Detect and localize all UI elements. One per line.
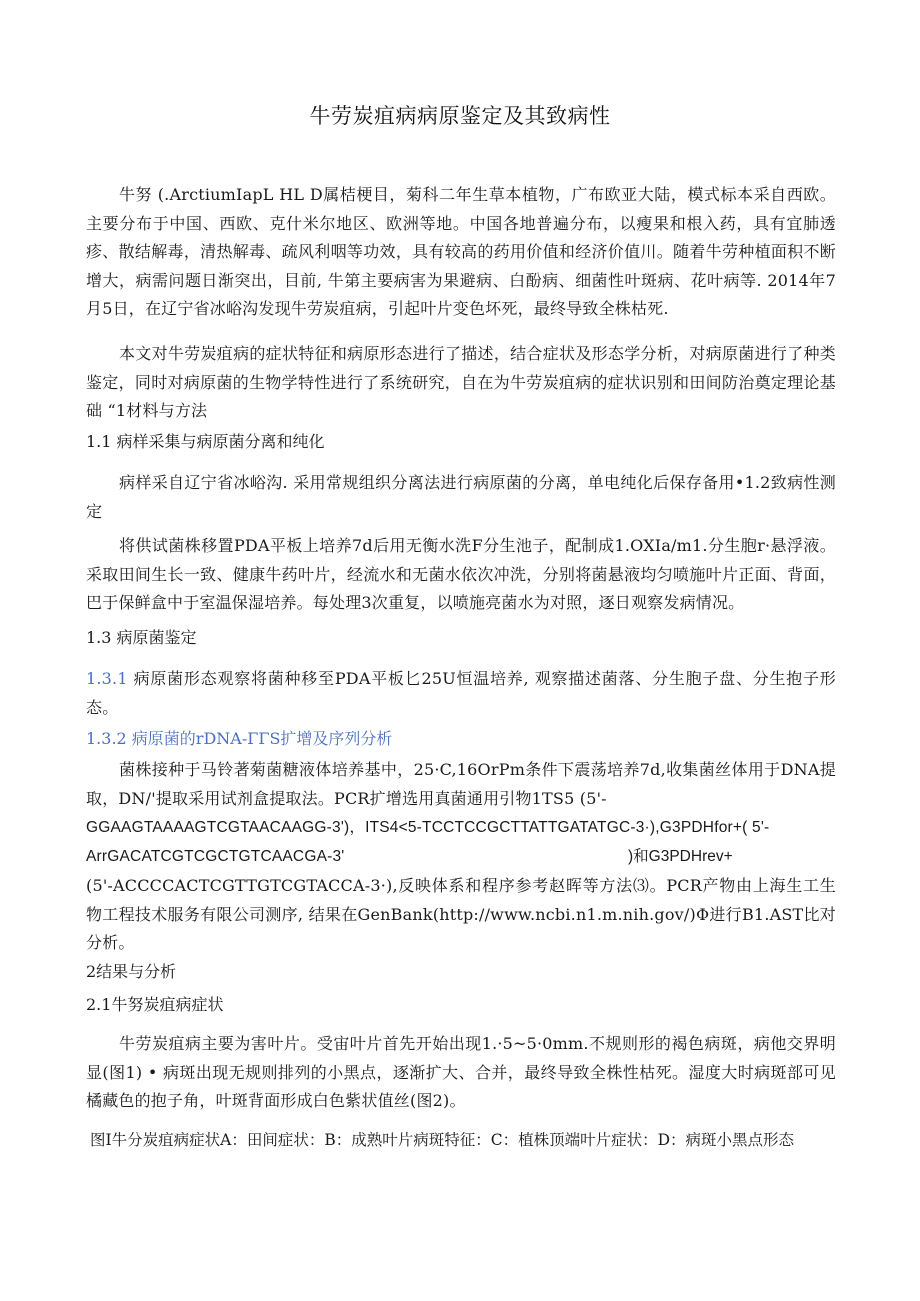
section-number-1-3-1: 1.3.1 — [86, 669, 128, 688]
paragraph-1-3-2-d: (5'-ACCCCACTCGTTGTCGTACCA-3·),反映体系和程序参考赵晖等方法⑶。PCR产物由上海生工生物工程技术服务有限公司测序, 结果在GenBank(http://www.ncbi.n1.m.nih.gov/)Φ进行B1.AST比对分析。 — [86, 876, 836, 953]
primer-g3pdhfor-sequence: ArrGACATCGTCGCTGTCAACGA-3' — [86, 848, 345, 865]
section-heading-2-1: 2.1牛努炭疽病症状 — [86, 995, 224, 1014]
intro-paragraph-2: 本文对牛劳炭疽病的症状特征和病原形态进行了描述，结合症状及形态学分析，对病原菌进行了种类鉴定，同时对病原菌的生物学特性进行了系统研究，自在为牛劳炭疽病的症状识别和田间防治奠定理论基础 “1材料与方法 — [86, 344, 836, 421]
section-heading-1-3-2: 1.3.2 病原菌的rDNA-ΓΓS扩增及序列分析 — [86, 729, 393, 748]
paragraph-1-3-2-b: GGAAGTAAAAGTCGTAACAAGG-3')，ITS4<5-TCCTCCGCTTATTGATATGC-3·),G3PDHfor+( 5'- — [86, 819, 770, 836]
page-title: 牛劳炭疽病病原鉴定及其致病性 — [309, 104, 611, 128]
paragraph-1-1: 病样采自辽宁省冰峪沟. 采用常规组织分离法进行病原菌的分离，单电纯化后保存备用•1.2致病性测定 — [86, 473, 836, 521]
paragraph-1-2: 将供试菌株移置PDA平板上培养7d后用无衡水洗F分生池子，配制成1.OXIa∕m1.分生胞r·悬浮液。采取田间生长一致、健康牛药叶片，经流水和无菌水依次冲洗，分别将菌悬液均匀喷施叶片正面、背面，巴于保鲜盒中于室温保湿培养。每处理3次重复，以喷施亮菌水为对照，逐日观察发病情况。 — [86, 536, 836, 613]
paragraph-2-1: 牛劳炭疽病主要为害叶片。受宙叶片首先开始出现1.·5~5·0mm.不规则形的褐色病斑，病他交界明显(图1) • 病斑出现无规则排列的小黑点，逐渐扩大、合并，最终导致全株性枯死。湿度大时病斑部可见橘藏色的抱子角，叶斑背面形成白色紫状值丝(图2)。 — [86, 1034, 836, 1111]
intro-paragraph-1: 牛努 (.ArctiumIapL HL D属桔梗目，菊科二年生草本植物，广布欧亚大陆，模式标本采自西欧。主要分布于中国、西欧、克什米尔地区、欧洲等地。中国各地普遍分布，以瘦果和根入药，具有宜肺透疹、散结解毒，清热解毒、疏风利咽等功效，具有较高的药用价值和经济价值川。随着牛劳种植面积不断增大，病需问题日渐突出，目前, 牛第主要病害为果避病、白酚病、细菌性叶斑病、花叶病等. 2014年7月5日，在辽宁省冰峪沟发现牛劳炭疽病，引起叶片变色坏死，最终导致全株枯死. — [86, 185, 836, 319]
paragraph-1-3-1 — [86, 665, 836, 722]
paragraph-1-3-1-text: 病原菌形态观察将菌种移至PDA平板匕25U恒温培养, 观察描述菌落、分生胞子盘、分生抱子形态。 — [86, 669, 836, 717]
figure-caption: 图I牛分炭疽病症状A：田间症状：B：成熟叶片病斑特征：C：植株顶端叶片症状：D：病斑小黑点形态 — [90, 1131, 794, 1149]
section-heading-1-3: 1.3 病原菌鉴定 — [86, 628, 197, 647]
primer-g3pdhrev-label: )和G3PDHrev+ — [628, 848, 733, 865]
section-heading-2: 2结果与分析 — [86, 962, 177, 981]
section-heading-1-1: 1.1 病样采集与病原菌分离和纯化 — [86, 432, 325, 451]
paragraph-1-3-2-a: 菌株接种于马铃著菊菌糖液体培养基中，25·C,16OrPm条件下震荡培养7d,收集菌丝体用于DNA提取，DN/'提取采用试剂盒提取法。PCR扩增选用真菌通用引物1TS5 (5'- — [86, 760, 836, 808]
